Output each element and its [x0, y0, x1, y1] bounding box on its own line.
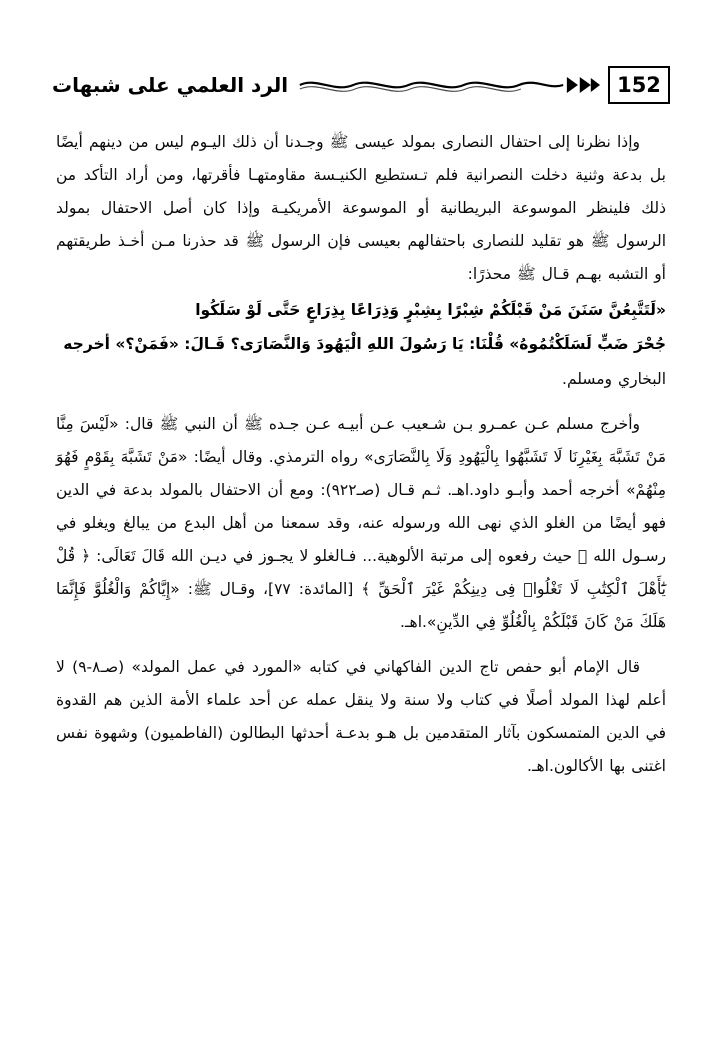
- paragraph-1: وإذا نظرنا إلى احتفال النصارى بمولد عيسى ﷺ وجـدنا أن ذلك اليـوم ليس من دينهم أيضًا بل بدعة وثنية دخلت النصرانية فلم تـستطيع الكنيـسة مقاومتهـا فأقرتها، ومن أراد التأكد من ذلك فلينظر الموسوعة البريطانية أو الموسوعة الأمريكيـة وإذا كان أصل الاحتفال بمولد الرسول ﷺ هو تقليد للنصارى باحتفالهم بعيسى فإن الرسول ﷺ قد حذرنا مـن أخـذ طريقتهم أو التشبه بهـم قـال ﷺ محذرًا:: [56, 133, 666, 283]
- paragraph-3: قال الإمام أبو حفص تاج الدين الفاكهاني في كتابه «المورد في عمل المولد» (صـ٨-٩) لا أعلم لهذا المولد أصلًا في كتاب ولا سنة ولا ينقل عمله عن أحد علماء الأمة الذين هم القدوة في الدين المتمسكون بآثار المتقدمين بل هـو بدعـة أحدثها البطالون (الفاطميون) وشهوة نفس اغتنى بها الأكالون.اهـ.: [56, 658, 666, 775]
- paragraph-spacer-2: [56, 641, 666, 651]
- paragraph-spacer: [56, 398, 666, 408]
- hadith-quote-1: [56, 293, 666, 361]
- page-number: 152: [608, 66, 670, 104]
- hadith-source-1: البخاري ومسلم.: [562, 370, 666, 388]
- arabesque-divider-icon: [298, 74, 602, 96]
- hadith-line-2: جُحْرَ ضَبٍّ لَسَلَكْتُمُوهُ» قُلْنَا: يَا رَسُولَ اللهِ الْيَهُودَ وَالنَّصَارَى؟ قَـالَ: «فَمَنْ؟» أخرجه: [63, 335, 666, 353]
- page-body: [56, 126, 666, 785]
- paragraph-2: وأخرج مسلم عـن عمـرو بـن شـعيب عـن أبيـه عـن جـده ﷺ أن النبي ﷺ قال: «لَيْسَ مِنَّا مَنْ تَشَبَّهَ بِغَيْرِنَا لَا تَشَبَّهُوا بِالْيَهُودِ وَلَا بِالنَّصَارَى» رواه الترمذي. وقال أيضًا: «مَنْ تَشَبَّهَ بِقَوْمٍ فَهُوَ مِنْهُمْ» أخرجه أحمد وأبـو داود.اهـ. ثـم قـال (صـ٩٢٢): ومع أن الاحتفال بالمولد بدعة في الدين فهو أيضًا من الغلو الذي نهى الله ورسوله عنه، وقد سمعنا من أهل البدع من يبالغ ويغلو في رسـول الله ﷺ حيث رفعوه إلى مرتبة الألوهية... فـالغلو لا يجـوز في ديـن الله قَالَ تَعَالَى: ﴿ قُلْ يَٰٓأَهْلَ ٱلْكِتَٰبِ لَا تَغْلُوا۟ فِى دِينِكُمْ غَيْرَ ٱلْحَقِّ ﴾ [المائدة: ٧٧]، وقـال ﷺ: «إِيَّاكُمْ وَالْغُلُوَّ فَإِنَّمَا هَلَكَ مَنْ كَانَ قَبْلَكُمْ بِالْغُلُوِّ فِي الدِّينِ».اهـ.: [56, 415, 666, 631]
- page-header: [52, 62, 670, 108]
- book-title: الرد العلمي على شبهات: [52, 73, 289, 97]
- hadith-line-1: «لَتَتَّبِعُنَّ سَنَنَ مَنْ قَبْلَكُمْ شِبْرًا بِشِبْرٍ وَذِرَاعًا بِذِرَاعٍ حَتَّى لَوْ سَلَكُوا: [195, 301, 666, 319]
